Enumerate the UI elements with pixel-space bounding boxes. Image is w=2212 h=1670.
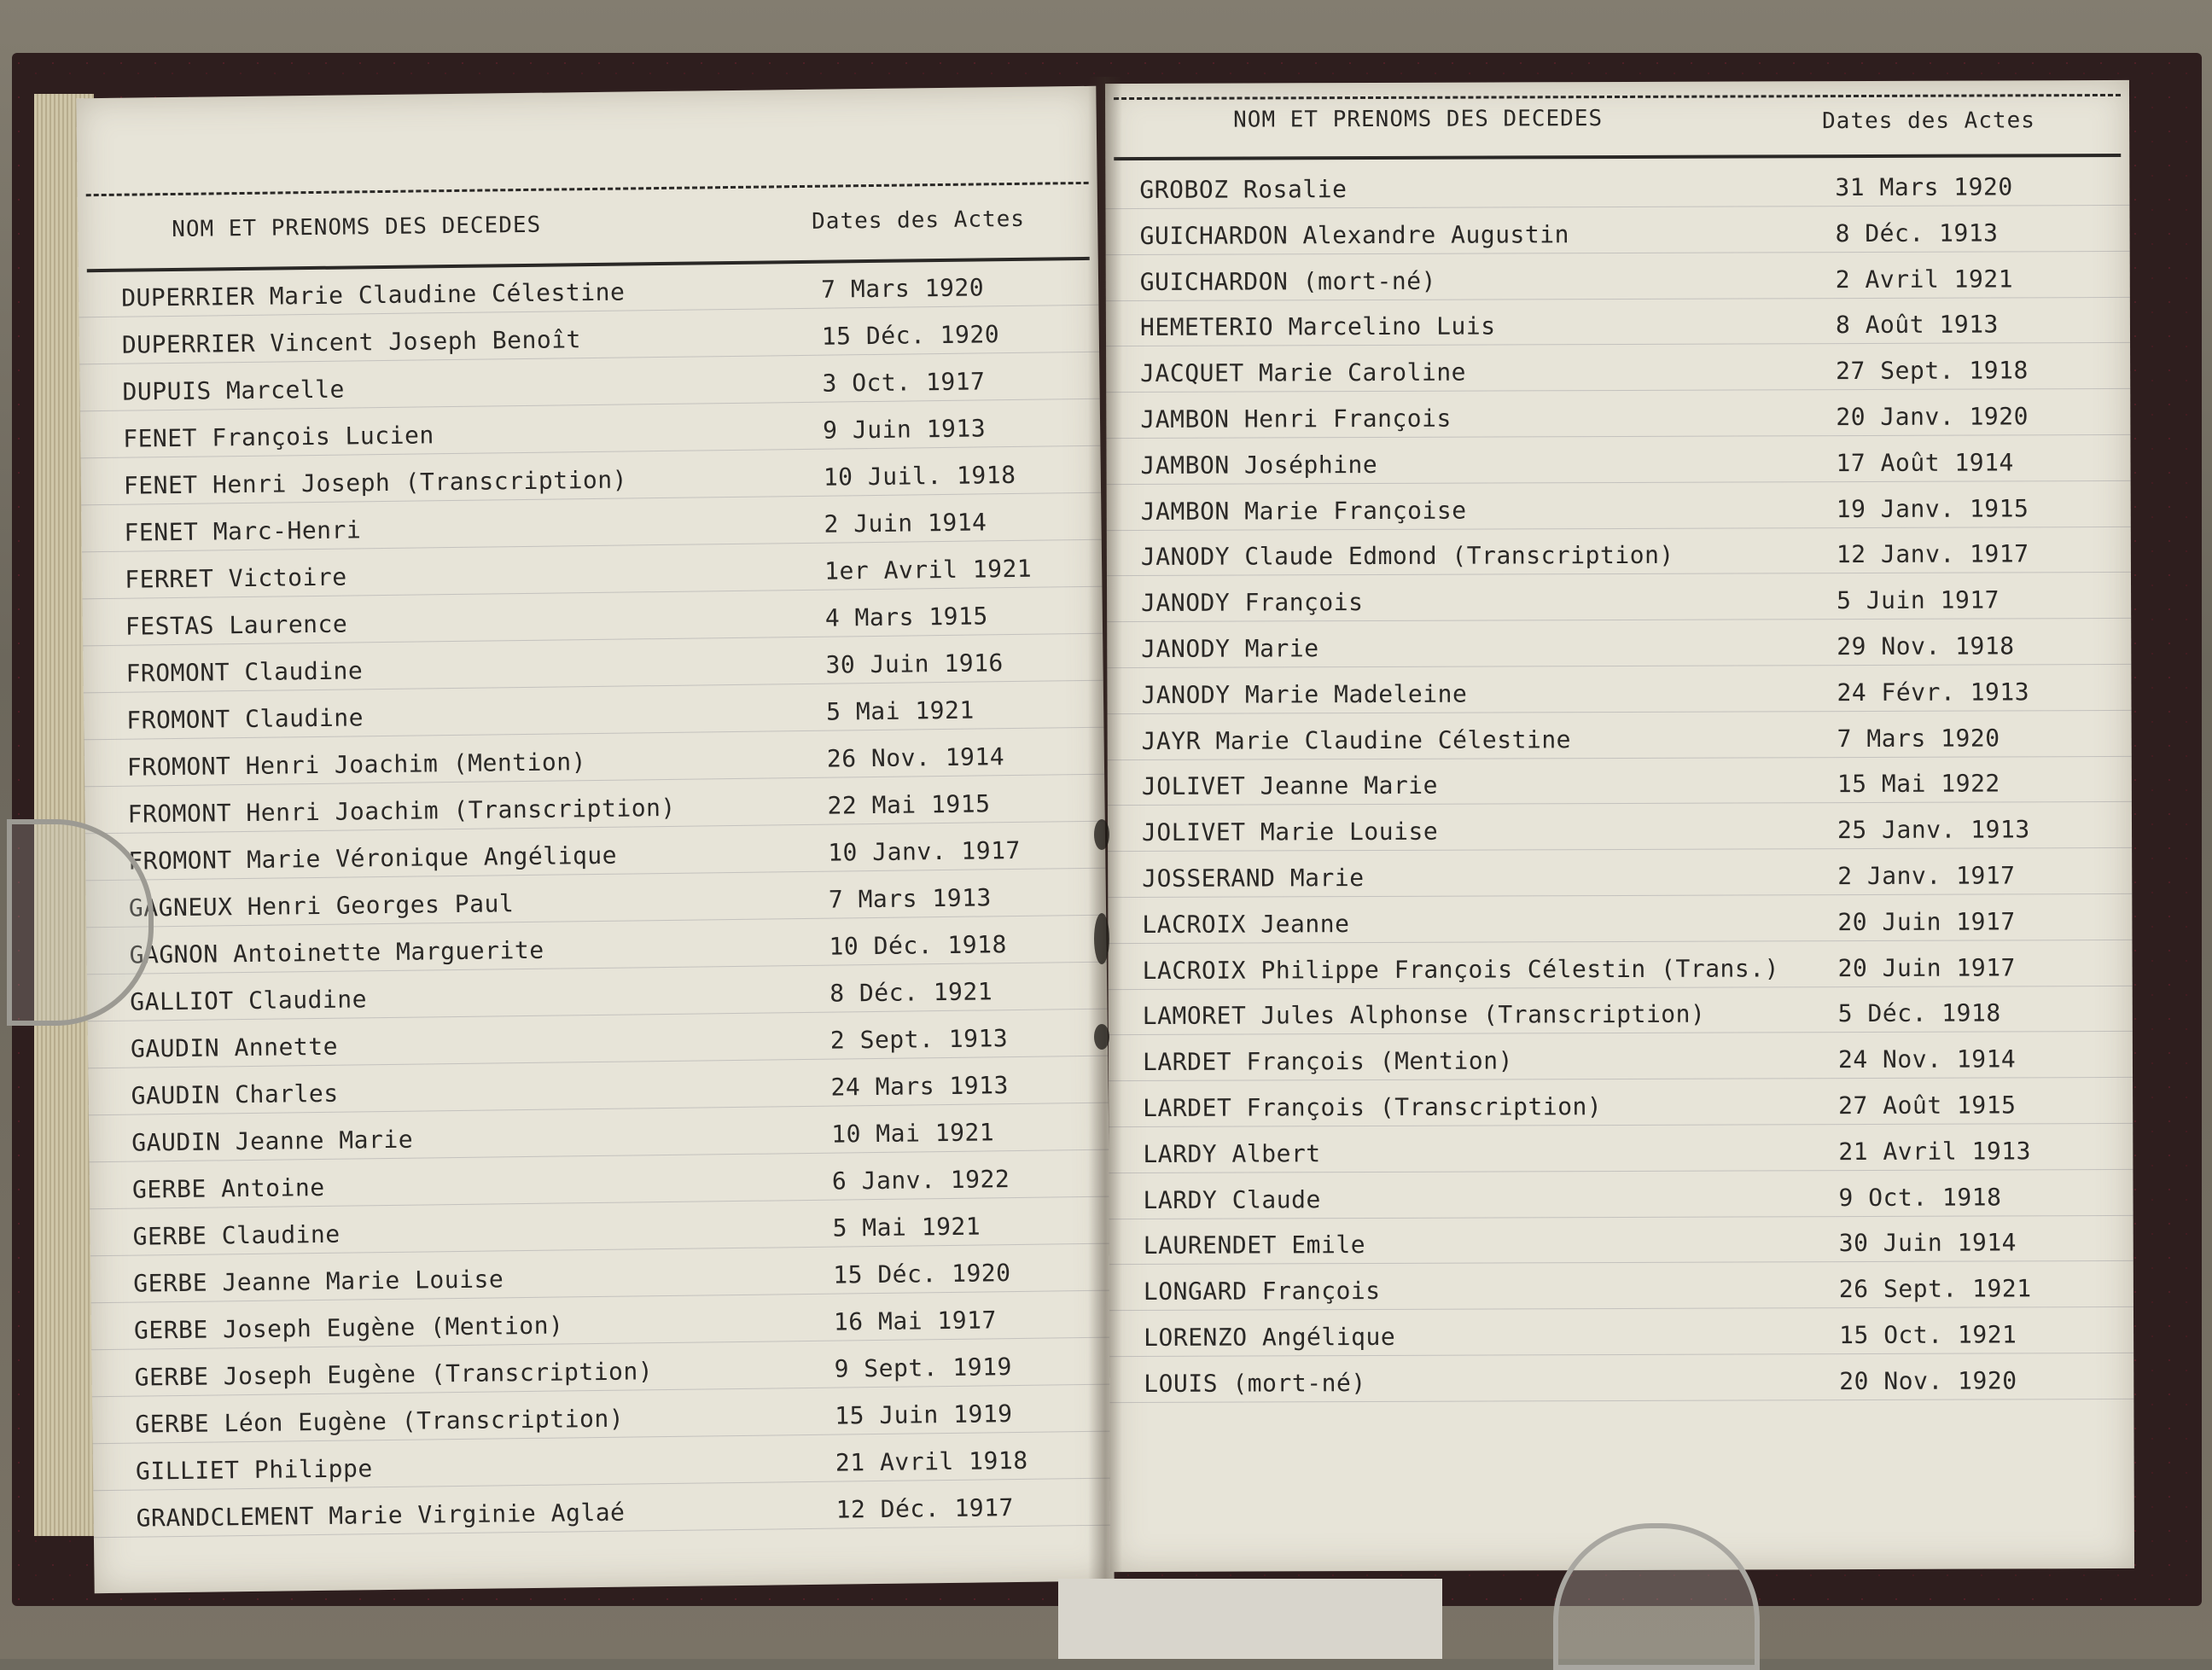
list-item xyxy=(93,1439,1113,1492)
list-item xyxy=(1105,166,2129,209)
list-item xyxy=(1107,487,2131,531)
entry-date: 17 Août 1914 xyxy=(1836,448,2014,477)
entry-date: 15 Déc. 1920 xyxy=(821,320,1000,351)
list-item xyxy=(91,1298,1111,1351)
entry-date: 22 Mai 1915 xyxy=(827,789,991,820)
entry-name: FROMONT Henri Joachim (Transcription) xyxy=(127,793,676,829)
entry-name: LARDY Claude xyxy=(1143,1184,1321,1214)
entry-date: 24 Mars 1913 xyxy=(830,1071,1010,1102)
entry-date: 9 Oct. 1918 xyxy=(1838,1183,2002,1212)
list-item xyxy=(80,406,1100,459)
entry-date: 9 Juin 1913 xyxy=(822,414,987,445)
entry-name: GERBE Joseph Eugène (Transcription) xyxy=(134,1357,654,1392)
entry-date: 7 Mars 1920 xyxy=(1837,724,2000,753)
list-item xyxy=(92,1392,1112,1445)
list-item xyxy=(1107,532,2131,576)
entry-name: DUPUIS Marcelle xyxy=(122,375,346,406)
entry-date: 10 Juil. 1918 xyxy=(823,460,1016,492)
list-item xyxy=(84,735,1104,788)
entry-name: JAMBON Henri François xyxy=(1140,404,1452,434)
list-item xyxy=(1108,808,2132,852)
entry-date: 8 Août 1913 xyxy=(1835,310,1999,340)
entry-date: 24 Nov. 1914 xyxy=(1837,1044,2017,1074)
entry-date: 15 Mai 1922 xyxy=(1837,769,2000,799)
entry-date: 9 Sept. 1919 xyxy=(834,1353,1013,1383)
list-item xyxy=(90,1157,1109,1210)
list-item xyxy=(1108,854,2132,898)
entry-date: 25 Janv. 1913 xyxy=(1837,815,2030,845)
list-item xyxy=(1106,349,2130,393)
entry-name: GILLIET Philippe xyxy=(135,1454,373,1486)
entry-name: LAURENDET Emile xyxy=(1143,1231,1366,1260)
left-header-date: Dates des Actes xyxy=(811,206,1026,235)
entry-name: GERBE Jeanne Marie Louise xyxy=(133,1265,504,1298)
entry-date: 20 Juin 1917 xyxy=(1837,907,2016,936)
ink-stain xyxy=(1094,913,1109,964)
entry-name: GAUDIN Charles xyxy=(131,1079,339,1110)
entry-date: 21 Avril 1918 xyxy=(835,1446,1028,1477)
list-item xyxy=(1109,1038,2133,1081)
entry-date: 1er Avril 1921 xyxy=(824,554,1033,585)
entry-date: 29 Nov. 1918 xyxy=(1837,631,2015,661)
entry-name: GERBE Joseph Eugène (Mention) xyxy=(133,1311,564,1345)
entry-name: LARDET François (Transcription) xyxy=(1143,1092,1603,1122)
list-item xyxy=(90,1251,1110,1304)
entry-date: 15 Oct. 1921 xyxy=(1839,1320,2017,1350)
list-item xyxy=(1107,671,2131,714)
entry-name: FERRET Victoire xyxy=(125,562,347,594)
entry-date: 8 Déc. 1921 xyxy=(830,977,993,1008)
list-item xyxy=(1106,395,2130,439)
entry-name: LONGARD François xyxy=(1143,1277,1381,1306)
entry-date: 6 Janv. 1922 xyxy=(831,1165,1010,1196)
entry-name: JAMBON Joséphine xyxy=(1140,450,1378,480)
entry-name: GERBE Léon Eugène (Transcription) xyxy=(135,1404,625,1439)
list-item xyxy=(1109,1175,2133,1219)
entry-name: LOUIS (mort-né) xyxy=(1144,1368,1366,1398)
list-item xyxy=(91,1345,1111,1398)
entry-name: GERBE Claudine xyxy=(132,1219,341,1251)
list-item xyxy=(81,453,1101,506)
right-page xyxy=(1105,80,2134,1572)
entry-name: FENET François Lucien xyxy=(123,421,434,453)
entry-date: 10 Déc. 1918 xyxy=(829,930,1008,961)
list-item xyxy=(1109,946,2133,989)
entry-name: JOLIVET Jeanne Marie xyxy=(1141,771,1439,801)
list-item xyxy=(88,1016,1108,1069)
ink-stain xyxy=(1094,819,1109,850)
list-item xyxy=(79,312,1099,365)
entry-name: JAMBON Marie Françoise xyxy=(1140,496,1467,526)
list-item xyxy=(1109,1084,2133,1127)
entry-date: 10 Janv. 1917 xyxy=(828,835,1022,867)
entry-date: 27 Août 1915 xyxy=(1838,1091,2017,1120)
entry-name: LAMORET Jules Alphonse (Transcription) xyxy=(1142,1000,1706,1031)
entry-date: 7 Mars 1920 xyxy=(820,273,985,304)
entry-date: 5 Juin 1917 xyxy=(1837,585,2000,615)
entry-name: LACROIX Jeanne xyxy=(1142,909,1350,939)
list-item xyxy=(90,1204,1109,1257)
list-item xyxy=(1109,992,2133,1035)
entry-date: 19 Janv. 1915 xyxy=(1836,493,2029,523)
entry-date: 30 Juin 1916 xyxy=(825,649,1004,679)
entry-name: JOSSERAND Marie xyxy=(1142,864,1365,893)
entry-date: 2 Sept. 1913 xyxy=(830,1024,1009,1055)
entry-date: 8 Déc. 1913 xyxy=(1835,218,1999,247)
entry-date: 20 Janv. 1920 xyxy=(1836,402,2029,432)
list-item xyxy=(86,876,1106,928)
entry-date: 26 Nov. 1914 xyxy=(826,742,1005,773)
entry-date: 12 Déc. 1917 xyxy=(835,1493,1015,1524)
entry-date: 3 Oct. 1917 xyxy=(822,367,986,398)
left-entries-list xyxy=(76,86,1114,1593)
entry-name: JANODY Marie Madeleine xyxy=(1141,679,1468,709)
list-item xyxy=(84,688,1103,741)
list-item xyxy=(81,500,1101,553)
entry-name: GAUDIN Jeanne Marie xyxy=(131,1125,414,1157)
list-item xyxy=(1106,258,2130,301)
right-header-name: NOM ET PRENOMS DES DECEDES xyxy=(1233,106,1604,133)
entry-date: 20 Juin 1917 xyxy=(1837,952,2016,982)
entry-date: 30 Juin 1914 xyxy=(1838,1228,2017,1258)
paper-strip xyxy=(1058,1579,1442,1659)
list-item xyxy=(87,969,1107,1022)
list-item xyxy=(79,359,1099,412)
list-item xyxy=(89,1110,1109,1163)
entry-date: 2 Avril 1921 xyxy=(1835,264,2014,294)
list-item xyxy=(1107,579,2131,622)
entry-name: GUICHARDON (mort-né) xyxy=(1139,266,1436,296)
entry-date: 16 Mai 1917 xyxy=(833,1306,998,1336)
entry-date: 10 Mai 1921 xyxy=(831,1118,995,1149)
entry-name: JACQUET Marie Caroline xyxy=(1140,358,1467,388)
list-item xyxy=(1108,762,2132,806)
entry-name: GALLIOT Claudine xyxy=(130,985,368,1016)
entry-name: LORENZO Angélique xyxy=(1144,1322,1396,1352)
entry-name: HEMETERIO Marcelino Luis xyxy=(1139,311,1496,342)
entry-name: JANODY François xyxy=(1141,588,1364,618)
entry-name: GERBE Antoine xyxy=(131,1172,325,1204)
entry-name: FROMONT Claudine xyxy=(125,656,364,688)
list-item xyxy=(1109,1130,2133,1173)
entry-date: 20 Nov. 1920 xyxy=(1839,1366,2017,1395)
list-item xyxy=(1106,441,2130,485)
list-item xyxy=(1108,717,2132,760)
entry-name: GUICHARDON Alexandre Augustin xyxy=(1139,219,1570,250)
list-item xyxy=(1109,1313,2133,1357)
right-entries-list xyxy=(1105,80,2134,1572)
entry-name: FROMONT Marie Véronique Angélique xyxy=(128,841,618,876)
entry-name: GAGNON Antoinette Marguerite xyxy=(129,935,544,969)
entry-date: 7 Mars 1913 xyxy=(828,883,992,914)
list-item xyxy=(1105,212,2129,255)
list-item xyxy=(88,1063,1108,1116)
entry-date: 15 Déc. 1920 xyxy=(833,1259,1011,1289)
left-header-name: NOM ET PRENOMS DES DECEDES xyxy=(172,212,542,243)
entry-date: 15 Juin 1919 xyxy=(835,1399,1013,1430)
list-item xyxy=(1109,1221,2133,1265)
entry-name: JANODY Marie xyxy=(1141,634,1319,663)
entry-date: 5 Déc. 1918 xyxy=(1837,998,2001,1028)
entry-name: LARDET François (Mention) xyxy=(1142,1046,1513,1077)
list-item xyxy=(1106,303,2130,346)
entry-date: 27 Sept. 1918 xyxy=(1836,356,2029,386)
list-item xyxy=(85,829,1105,882)
entry-date: 24 Févr. 1913 xyxy=(1837,678,2030,707)
entry-date: 5 Mai 1921 xyxy=(832,1212,981,1242)
entry-name: FROMONT Claudine xyxy=(126,703,364,735)
entry-date: 4 Mars 1915 xyxy=(824,602,988,632)
entry-date: 2 Janv. 1917 xyxy=(1837,861,2016,891)
left-page xyxy=(76,86,1114,1593)
list-item xyxy=(1109,1267,2133,1311)
entry-name: JANODY Claude Edmond (Transcription) xyxy=(1140,541,1674,572)
list-item xyxy=(1109,1359,2133,1403)
entry-date: 12 Janv. 1917 xyxy=(1836,539,2029,569)
list-item xyxy=(83,641,1103,694)
entry-name: DUPERRIER Vincent Joseph Benoît xyxy=(121,325,582,359)
list-item xyxy=(1108,900,2132,944)
entry-name: LACROIX Philippe François Célestin (Trans.) xyxy=(1142,953,1780,985)
entry-name: FENET Marc-Henri xyxy=(124,515,362,547)
right-header-date: Dates des Actes xyxy=(1822,108,2035,135)
list-item xyxy=(93,1486,1113,1539)
entry-name: FROMONT Henri Joachim (Mention) xyxy=(126,748,587,782)
entry-date: 31 Mars 1920 xyxy=(1835,172,2013,202)
list-item xyxy=(79,265,1098,318)
entry-name: GRANDCLEMENT Marie Virginie Aglaé xyxy=(136,1498,626,1533)
entry-name: JAYR Marie Claudine Célestine xyxy=(1141,724,1572,755)
entry-name: GAGNEUX Henri Georges Paul xyxy=(128,889,515,922)
entry-date: 21 Avril 1913 xyxy=(1838,1137,2032,1166)
entry-name: DUPERRIER Marie Claudine Célestine xyxy=(121,277,626,312)
entry-date: 5 Mai 1921 xyxy=(825,695,975,726)
list-item xyxy=(1107,625,2131,668)
entry-name: LARDY Albert xyxy=(1143,1139,1321,1168)
entry-name: JOLIVET Marie Louise xyxy=(1141,817,1439,847)
ink-stain xyxy=(1094,1024,1109,1050)
list-item xyxy=(86,922,1106,975)
list-item xyxy=(82,547,1102,600)
entry-date: 2 Juin 1914 xyxy=(824,508,987,538)
list-item xyxy=(83,594,1103,647)
entry-name: FESTAS Laurence xyxy=(125,609,348,641)
entry-date: 26 Sept. 1921 xyxy=(1838,1274,2032,1304)
list-item xyxy=(84,782,1104,835)
entry-name: FENET Henri Joseph (Transcription) xyxy=(123,465,628,500)
entry-name: GROBOZ Rosalie xyxy=(1139,175,1348,204)
entry-name: GAUDIN Annette xyxy=(130,1032,339,1063)
